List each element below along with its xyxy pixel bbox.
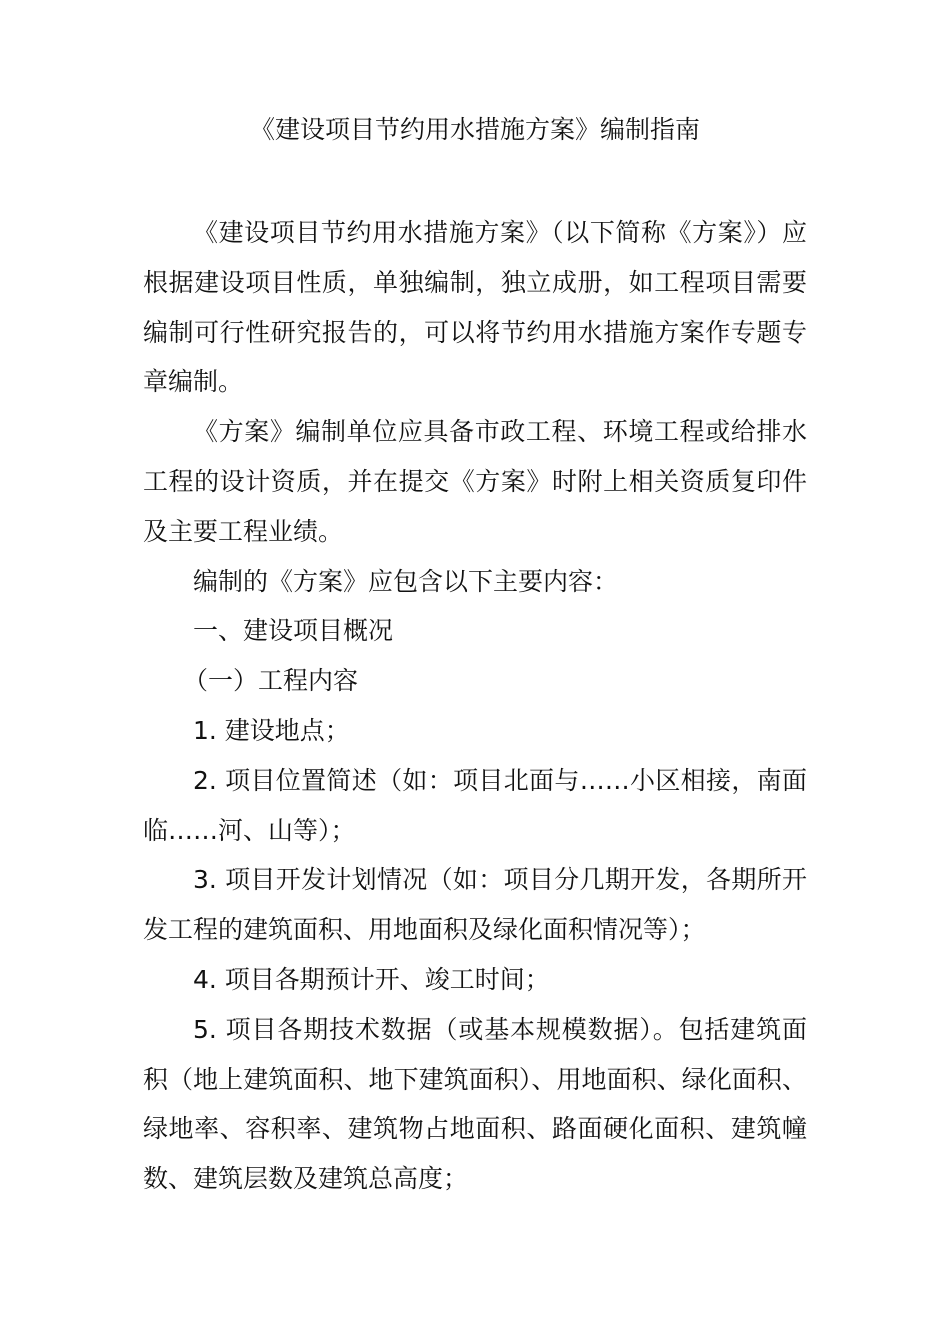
section-heading-project-overview: 一、建设项目概况: [193, 616, 394, 646]
paragraph-scope: 《建设项目节约用水措施方案》（以下简称《方案》）应根据建设项目性质，单独编制，独立成册，如工程项目需要编制可行性研究报告的，可以将节约用水措施方案作专题专章编制。: [143, 218, 807, 397]
list-item-schedule: 4. 项目各期预计开、竣工时间；: [193, 964, 550, 994]
list-item-development-plan: 3. 项目开发计划情况（如：项目分几期开发，各期所开发工程的建筑面积、用地面积及绿化面积情况等）；: [143, 865, 807, 945]
subsection-heading-project-content: （一）工程内容: [183, 666, 359, 696]
document-body: [143, 208, 807, 1204]
list-item-position: 2. 项目位置简述（如：项目北面与……小区相接，南面临……河、山等）；: [143, 765, 807, 845]
paragraph-qualification: 《方案》编制单位应具备市政工程、环境工程或给排水工程的设计资质，并在提交《方案》时附上相关资质复印件及主要工程业绩。: [143, 417, 807, 546]
list-item-technical-data: 5. 项目各期技术数据（或基本规模数据）。包括建筑面积（地上建筑面积、地下建筑面积）、用地面积、绿化面积、绿地率、容积率、建筑物占地面积、路面硬化面积、建筑幢数、建筑层数及建筑总高度；: [143, 1014, 807, 1194]
document-title: 《建设项目节约用水措施方案》编制指南: [249, 115, 700, 144]
list-item-location: 1. 建设地点；: [193, 715, 350, 745]
paragraph-contents-intro: 编制的《方案》应包含以下主要内容：: [193, 566, 619, 596]
